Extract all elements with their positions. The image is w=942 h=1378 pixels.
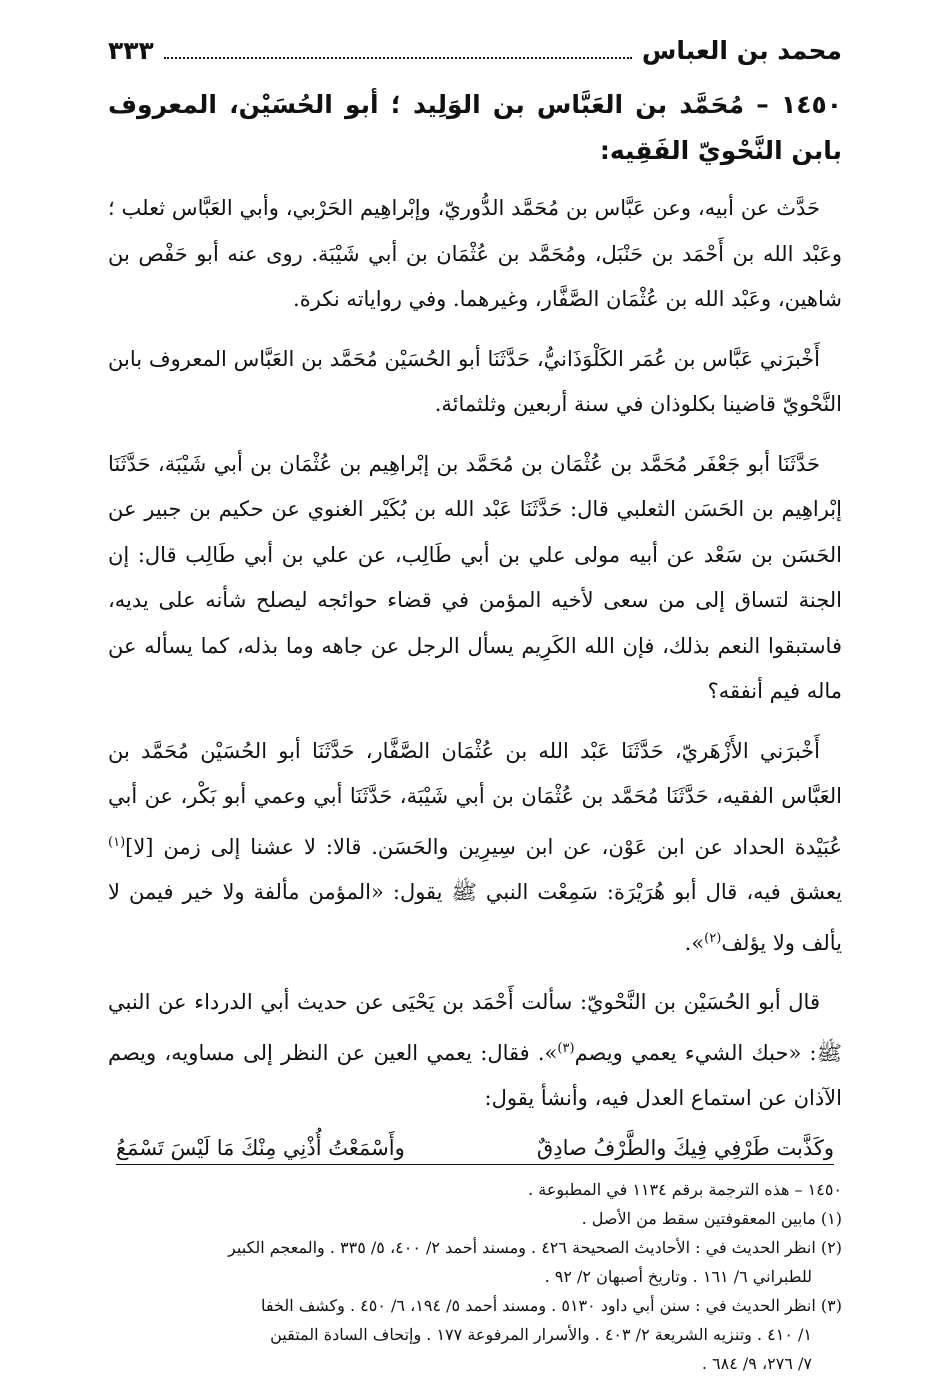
- running-title: محمد بن العباس: [641, 36, 842, 65]
- footnote-2-line-2: للطبراني ٦/ ١٦١ . وتاريخ أصبهان ٢/ ٩٢ .: [544, 1266, 812, 1286]
- running-header: [108, 36, 842, 78]
- footnotes: [108, 1175, 842, 1378]
- footnote-1: (١) مابين المعقوفتين سقط من الأصل .: [581, 1208, 842, 1228]
- paragraph-biography: حَدَّث عن أبيه، وعن عَبَّاس بن مُحَمَّد الدُّوريّ، وإبْراهِيم الحَرْبي، وأبي العَبَّاس ثعلب ؛ وعَبْد الله بن أَحْمَد بن حَنْبَل، ومُحَمَّد بن عُثْمَان بن أبي شَيْبَة. روى عنه أبو حَفْص بن شاهين، وعَبْد الله بن عُثْمَان الصَّفَّار، وغيرهما. وفي رواياته نكرة.: [108, 196, 842, 311]
- paragraph-hadith-2-text: أَخْبرَني الأَزْهَريّ، حَدَّثَنَا عَبْد الله بن عُثْمَان الصَّفَّار، حَدَّثَنَا أبو الحُسَيْن مُحَمَّد بن العَبَّاس الفقيه، حَدَّثَنَا مُحَمَّد بن عُثْمَان بن أبي شَيْبَة، حَدَّثَنَا أبي وعمي أبو بَكْر، عن أبي عُبَيْدة الحداد عن ابن عَوْن، عن ابن سِيرِين والحَسَن. قالا: لا عشنا إلى زمن [لا]: [108, 738, 842, 859]
- footnote-mark-3: (٣): [557, 1040, 575, 1056]
- footnote-3-line-1: (٣) انظر الحديث في : سنن أبي داود ٥١٣٠ . ومسند أحمد ٥/ ١٩٤، ٦/ ٤٥٠ . وكشف الخفا: [261, 1295, 842, 1315]
- paragraph-hadith-2-tail: يعشق فيه، قال أبو هُرَيْرَة: سَمِعْت النبي ﷺ يقول: «المؤمن مألفة ولا خير فيمن لا يألف ولا يؤلف: [108, 880, 842, 955]
- footnote-3-line-3: ٧/ ٢٧٦، ٩/ ٦٨٤ .: [701, 1353, 812, 1373]
- footnote-mark-2: (٢): [704, 930, 722, 946]
- paragraph-hadith-2-end: ».: [684, 930, 705, 955]
- verse-first-hemistich: وكَذَّبت طَرْفِي فِيكَ والطَّرْفُ صادِقٌ: [536, 1135, 834, 1160]
- leader-dots: [164, 57, 632, 59]
- paragraph-hadith-1: حَدَّثَنَا أبو جَعْفَر مُحَمَّد بن عُثْمَان بن مُحَمَّد بن إبْراهِيم بن عُثْمَان بن أبي شَيْبَة، حَدَّثَنَا إبْراهِيم بن الحَسَن الثعلبي قال: حَدَّثَنَا عَبْد الله بن بُكَيْر الغنوي عن حكيم بن جبير عن الحَسَن بن سَعْد عن أبيه مولى علي بن أبي طَالِب، عن علي بن أبي طَالِب قال: إن الجنة لتساق إلى من سعى لأخيه المؤمن في قضاء حوائجه ليصلح شأنه على يديه، فاستبقوا النعم بذلك، فإن الله الكَرِيم يسأل الرجل عن جاهه وما بذله، كما يسأله عن ماله فيم أنفقه؟: [108, 451, 842, 703]
- footnote-2-line-1: (٢) انظر الحديث في : الأحاديث الصحيحة ٤٢٦ . ومسند أحمد ٢/ ٤٠٠، ٥/ ٣٣٥ . والمعجم الكبير: [228, 1237, 842, 1257]
- paragraph-hadith-3: [108, 980, 842, 1122]
- paragraph-hadith-2: [108, 729, 842, 967]
- footnote-mark-1: (١): [108, 834, 126, 850]
- entry-title: ١٤٥٠ – مُحَمَّد بن العَبَّاس بن الوَلِيد ؛ أبو الحُسَيْن، المعروف بابن النَّحْويّ الفَقِيه:: [108, 90, 842, 165]
- footnote-entry: ١٤٥٠ – هذه الترجمة برقم ١١٣٤ في المطبوعة .: [528, 1179, 842, 1199]
- footnote-3-line-2: ١/ ٤١٠ . وتنزيه الشريعة ٢/ ٤٠٣ . والأسرار المرفوعة ١٧٧ . وإتحاف السادة المتقين: [270, 1324, 812, 1344]
- paragraph-hadith-3-end: ». فقال: يعمي العين عن النظر إلى مساويه، ويصم الآذان عن استماع العدل فيه، وأنشأ يقول:: [108, 1040, 842, 1110]
- paragraph-hadith-3-text: قال أبو الحُسَيْن بن النَّحْويّ: سألت أَحْمَد بن يَحْيَى عن حديث أبي الدرداء عن النبي ﷺ: «حبك الشيء يعمي ويصم: [108, 990, 842, 1065]
- verse-second-hemistich: وأَسْمَعْتُ أُذْنِي مِنْكَ مَا لَيْسَ تَسْمَعُ: [116, 1135, 405, 1160]
- page-number: ٣٣٣: [108, 36, 154, 65]
- poetry-verse: [116, 1136, 834, 1165]
- paragraph-isnad-1: أَخْبرَني عَبَّاس بن عُمَر الكَلْوَذَانيُّ، حَدَّثَنَا أبو الحُسَيْن مُحَمَّد بن العَبَّاس المعروف بابن النَّحْويّ قاضينا بكلوذان في سنة أربعين وثلثمائة.: [108, 346, 842, 416]
